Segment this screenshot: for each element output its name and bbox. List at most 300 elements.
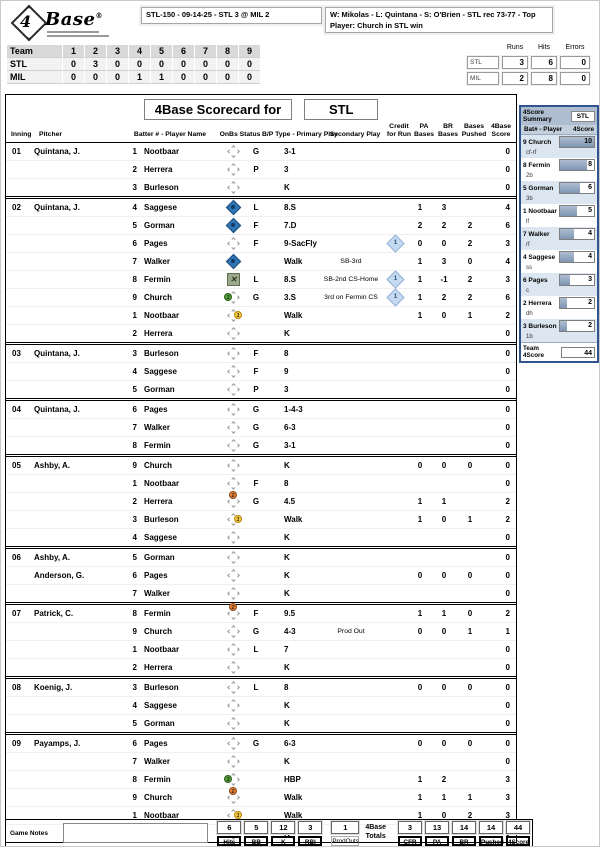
batter-number: 1 bbox=[132, 146, 137, 156]
bip-type bbox=[248, 567, 264, 584]
stat-box-hits bbox=[217, 821, 241, 846]
br-bases: 2 bbox=[441, 292, 447, 302]
batter-number: 5 bbox=[132, 552, 137, 562]
summary-score-bar bbox=[560, 275, 570, 285]
linescore-header-inning: 5 bbox=[151, 45, 173, 58]
onbs-status-cell bbox=[218, 457, 248, 474]
inning-section bbox=[6, 398, 516, 454]
summary-score-bar bbox=[560, 160, 587, 170]
bip-type: F bbox=[253, 478, 259, 488]
scorecard-team-select[interactable]: STL bbox=[304, 99, 378, 120]
batter-row bbox=[6, 529, 516, 546]
empty-diamond-icon bbox=[225, 437, 241, 453]
batter-name: Nootbaar bbox=[144, 644, 180, 654]
batter-name: Nootbaar bbox=[144, 310, 180, 320]
batter-number: 4 bbox=[132, 700, 137, 710]
onbs-status-cell bbox=[218, 641, 248, 658]
pitcher-name bbox=[34, 771, 122, 788]
onbs-status-cell bbox=[218, 623, 248, 640]
pa-bases: 1 bbox=[417, 514, 423, 524]
batter-name: Herrera bbox=[144, 496, 173, 506]
fourbase-score: 0 bbox=[505, 588, 510, 598]
linescore-table bbox=[7, 45, 261, 84]
pa-bases: 1 bbox=[417, 202, 423, 212]
app-logo bbox=[9, 4, 134, 40]
stat-value: 12 bbox=[271, 821, 295, 834]
secondary-play bbox=[320, 475, 382, 492]
br-bases: 1 bbox=[441, 608, 447, 618]
onbs-status-cell bbox=[218, 271, 248, 288]
bases-pushed: 0 bbox=[467, 256, 473, 266]
empty-diamond-icon bbox=[225, 401, 241, 417]
primary-play: 4-3 bbox=[284, 626, 296, 636]
batter-name: Herrera bbox=[144, 328, 173, 338]
summary-player-row bbox=[521, 296, 597, 319]
inning-number bbox=[6, 585, 34, 602]
batter-row bbox=[6, 161, 516, 179]
primary-play: K bbox=[284, 552, 290, 562]
linescore-header-inning: 4 bbox=[129, 45, 151, 58]
br-bases: -1 bbox=[440, 274, 448, 284]
bip-type bbox=[248, 307, 264, 324]
empty-diamond-icon bbox=[225, 623, 241, 639]
fourbase-score: 0 bbox=[505, 348, 510, 358]
pitcher-name: Payamps, J. bbox=[34, 738, 81, 748]
batter-row bbox=[6, 789, 516, 807]
inning-number bbox=[6, 529, 34, 546]
rhe-corner bbox=[467, 43, 499, 53]
batter-name: Gorman bbox=[144, 552, 175, 562]
inning-section bbox=[6, 342, 516, 398]
summary-score-box bbox=[559, 274, 595, 286]
bip-type bbox=[248, 715, 264, 732]
logo-registered-mark: ® bbox=[95, 11, 103, 20]
batter-row bbox=[6, 549, 516, 567]
inning-number: 04 bbox=[12, 404, 21, 414]
bases-pushed: 0 bbox=[467, 608, 473, 618]
empty-diamond-icon bbox=[225, 161, 241, 177]
pa-bases: 1 bbox=[417, 810, 423, 820]
primary-play: K bbox=[284, 328, 290, 338]
rhe-value: 8 bbox=[531, 72, 557, 85]
batter-row bbox=[6, 271, 516, 289]
br-bases: 0 bbox=[441, 310, 447, 320]
summary-score-box bbox=[559, 297, 595, 309]
br-bases bbox=[432, 143, 456, 160]
linescore-value: 0 bbox=[217, 58, 239, 71]
summary-score-value: 2 bbox=[588, 299, 592, 306]
inning-number bbox=[6, 753, 34, 770]
rhe-team: STL bbox=[467, 56, 499, 69]
scorecard-title: 4Base Scorecard for bbox=[144, 99, 292, 120]
primary-play: Walk bbox=[284, 792, 303, 802]
primary-play: 3 bbox=[284, 384, 289, 394]
linescore-value: 0 bbox=[195, 58, 217, 71]
totals-label-line1: 4Base bbox=[365, 824, 386, 832]
col-inning: Inning bbox=[11, 130, 32, 138]
credit-for-run-cell bbox=[382, 289, 408, 306]
batter-name: Gorman bbox=[144, 220, 175, 230]
bases-pushed: 2 bbox=[467, 274, 473, 284]
primary-play: 8 bbox=[284, 348, 289, 358]
primary-play: K bbox=[284, 700, 290, 710]
pitcher-name bbox=[34, 253, 122, 270]
run-scored-icon bbox=[225, 253, 241, 269]
pa-bases bbox=[408, 161, 432, 178]
run-scored-icon bbox=[225, 217, 241, 233]
credit-for-run-icon: 1 bbox=[386, 288, 404, 306]
summary-title: 4Score Summary bbox=[523, 109, 552, 123]
inning-number bbox=[6, 623, 34, 640]
pa-bases: 0 bbox=[417, 738, 423, 748]
pitcher-name bbox=[34, 363, 122, 380]
empty-diamond-icon bbox=[225, 143, 241, 159]
linescore-value: 0 bbox=[85, 71, 107, 84]
bip-type: G bbox=[252, 626, 260, 636]
batter-name: Burleson bbox=[144, 348, 179, 358]
bip-type: G bbox=[252, 440, 260, 450]
summary-player-name: 8 Fermin bbox=[523, 161, 551, 169]
primary-play: 3-1 bbox=[284, 146, 296, 156]
batter-row bbox=[6, 697, 516, 715]
credit-for-run-cell bbox=[382, 307, 408, 324]
summary-col-score: 4Score bbox=[572, 126, 594, 133]
stat-box-pa bbox=[425, 821, 449, 846]
pitcher-name bbox=[34, 753, 122, 770]
secondary-play: Prod Out bbox=[337, 627, 365, 635]
bip-type: P bbox=[253, 384, 259, 394]
summary-player-name: 5 Gorman bbox=[523, 184, 554, 192]
batter-name: Walker bbox=[144, 756, 170, 766]
onbs-status-cell bbox=[218, 585, 248, 602]
pa-bases bbox=[408, 585, 432, 602]
pitcher-name: Ashby, A. bbox=[34, 552, 71, 562]
batter-row bbox=[6, 457, 516, 475]
bases-pushed bbox=[456, 437, 484, 454]
batter-row bbox=[6, 179, 516, 196]
br-bases bbox=[432, 419, 456, 436]
br-bases: 0 bbox=[441, 626, 447, 636]
pitcher-name bbox=[34, 475, 122, 492]
fourbase-score: 0 bbox=[505, 718, 510, 728]
credit-for-run-cell bbox=[382, 789, 408, 806]
bases-pushed bbox=[456, 325, 484, 342]
batter-row bbox=[6, 253, 516, 271]
pa-bases bbox=[408, 143, 432, 160]
summary-score-box bbox=[559, 320, 595, 332]
br-bases: 0 bbox=[441, 682, 447, 692]
credit-for-run-cell bbox=[382, 363, 408, 380]
bip-type bbox=[248, 697, 264, 714]
col-pa-bases: PA Bases bbox=[413, 123, 435, 138]
pa-bases: 0 bbox=[417, 626, 423, 636]
credit-for-run-cell bbox=[382, 437, 408, 454]
summary-total-row bbox=[521, 342, 597, 361]
onbs-status-cell bbox=[218, 235, 248, 252]
summary-rows bbox=[521, 135, 597, 342]
batter-number: 9 bbox=[132, 292, 137, 302]
batter-row bbox=[6, 437, 516, 454]
br-bases bbox=[432, 401, 456, 418]
summary-score-value: 10 bbox=[584, 138, 592, 145]
summary-player-row bbox=[521, 158, 597, 181]
rhe-header: Hits bbox=[537, 44, 551, 51]
batter-row bbox=[6, 679, 516, 697]
bases-pushed bbox=[456, 419, 484, 436]
pa-bases bbox=[408, 715, 432, 732]
batter-name: Walker bbox=[144, 588, 170, 598]
bases-pushed: 2 bbox=[467, 220, 473, 230]
bip-type bbox=[248, 511, 264, 528]
secondary-play: 3rd on Fermin CS bbox=[324, 293, 378, 301]
bases-pushed bbox=[456, 771, 484, 788]
summary-player-position: c bbox=[526, 288, 529, 294]
onbs-status-cell bbox=[218, 679, 248, 696]
pa-bases bbox=[408, 325, 432, 342]
scorecard-title-row bbox=[6, 95, 516, 122]
bip-type: G bbox=[252, 738, 260, 748]
fourbase-score: 0 bbox=[505, 384, 510, 394]
onbs-status-cell bbox=[218, 475, 248, 492]
credit-for-run-cell bbox=[382, 679, 408, 696]
br-bases: 0 bbox=[441, 460, 447, 470]
credit-for-run-cell bbox=[382, 325, 408, 342]
pitcher-name bbox=[34, 511, 122, 528]
scorecard-body bbox=[6, 142, 516, 842]
empty-diamond-icon bbox=[225, 419, 241, 435]
run-scored-icon bbox=[225, 199, 241, 215]
inning-number: 01 bbox=[12, 146, 21, 156]
col-batter: Batter # - Player Name bbox=[133, 130, 207, 138]
fourbase-score: 4 bbox=[505, 202, 510, 212]
bases-pushed: 0 bbox=[467, 682, 473, 692]
stat-label: ProdOuts bbox=[332, 837, 359, 845]
bases-pushed bbox=[456, 199, 484, 216]
primary-play: 9-SacFly bbox=[284, 238, 317, 248]
inning-number bbox=[6, 659, 34, 676]
empty-diamond-icon bbox=[225, 475, 241, 491]
br-bases: 1 bbox=[441, 496, 447, 506]
bases-pushed bbox=[456, 179, 484, 196]
bases-pushed bbox=[456, 345, 484, 362]
stat-label: PA bbox=[425, 836, 449, 846]
summary-player-position: lf bbox=[526, 219, 529, 225]
br-bases bbox=[432, 697, 456, 714]
credit-for-run-cell bbox=[382, 623, 408, 640]
batter-number: 2 bbox=[132, 662, 137, 672]
batter-row bbox=[6, 217, 516, 235]
batter-number: 8 bbox=[132, 440, 137, 450]
batter-number: 4 bbox=[132, 532, 137, 542]
inning-number bbox=[6, 789, 34, 806]
credit-for-run-cell bbox=[382, 493, 408, 510]
pitcher-name bbox=[34, 179, 122, 196]
br-bases: 0 bbox=[441, 810, 447, 820]
batter-name: Church bbox=[144, 626, 172, 636]
stat-value: 3 bbox=[298, 821, 322, 834]
pa-bases: 1 bbox=[417, 292, 423, 302]
rhe-value: 0 bbox=[560, 56, 590, 69]
stat-box-prodouts bbox=[331, 821, 359, 846]
bases-pushed bbox=[456, 585, 484, 602]
credit-for-run-cell bbox=[382, 735, 408, 752]
fourbase-score: 0 bbox=[505, 570, 510, 580]
totals-label bbox=[365, 824, 386, 842]
fourbase-score: 0 bbox=[505, 164, 510, 174]
br-bases bbox=[432, 437, 456, 454]
summary-score-value: 4 bbox=[588, 230, 592, 237]
pitcher-name: Quintana, J. bbox=[34, 348, 80, 358]
credit-for-run-cell bbox=[382, 549, 408, 566]
inning-number bbox=[6, 289, 34, 306]
pa-bases bbox=[408, 549, 432, 566]
onbs-status-cell bbox=[218, 697, 248, 714]
inning-number bbox=[6, 217, 34, 234]
br-bases bbox=[432, 659, 456, 676]
summary-score-bar bbox=[560, 183, 580, 193]
onbs-status-cell bbox=[218, 345, 248, 362]
linescore-value: 0 bbox=[129, 58, 151, 71]
stat-label: K bbox=[271, 836, 295, 846]
fourbase-score: 2 bbox=[505, 310, 510, 320]
pa-bases: 0 bbox=[417, 682, 423, 692]
linescore-team: STL bbox=[7, 58, 63, 71]
fourbase-score: 0 bbox=[505, 682, 510, 692]
batter-name: Nootbaar bbox=[144, 810, 180, 820]
pitcher-name bbox=[34, 307, 122, 324]
col-bases-pushed: Bases Pushed bbox=[461, 123, 487, 138]
summary-score-box bbox=[559, 182, 595, 194]
inning-section bbox=[6, 676, 516, 732]
linescore-team: MIL bbox=[7, 71, 63, 84]
credit-for-run-cell bbox=[382, 381, 408, 398]
fourbase-score: 2 bbox=[505, 608, 510, 618]
summary-player-row bbox=[521, 181, 597, 204]
secondary-play bbox=[320, 381, 382, 398]
primary-play: K bbox=[284, 588, 290, 598]
inning-number bbox=[6, 419, 34, 436]
inning-number bbox=[6, 511, 34, 528]
primary-play: 6-3 bbox=[284, 738, 296, 748]
bip-type: G bbox=[252, 146, 260, 156]
bip-type: G bbox=[252, 422, 260, 432]
summary-player-name: 4 Saggese bbox=[523, 253, 556, 261]
summary-score-bar bbox=[560, 321, 567, 331]
bases-pushed bbox=[456, 641, 484, 658]
batter-number: 3 bbox=[132, 682, 137, 692]
onbs-status-cell bbox=[218, 659, 248, 676]
runs-hits-errors-table bbox=[467, 43, 590, 85]
bases-pushed: 0 bbox=[467, 570, 473, 580]
batter-name: Pages bbox=[144, 570, 168, 580]
pitcher-name bbox=[34, 271, 122, 288]
batting-totals-group bbox=[217, 821, 322, 846]
credit-for-run-cell bbox=[382, 179, 408, 196]
bip-type: G bbox=[252, 404, 260, 414]
inning-number: 06 bbox=[12, 552, 21, 562]
rhe-value: 3 bbox=[502, 56, 528, 69]
bases-pushed bbox=[456, 697, 484, 714]
batter-number: 1 bbox=[132, 810, 137, 820]
batter-number: 8 bbox=[132, 608, 137, 618]
fourbase-score: 0 bbox=[505, 404, 510, 414]
secondary-play bbox=[320, 753, 382, 770]
inning-number bbox=[6, 363, 34, 380]
summary-player-name: 1 Nootbaar bbox=[523, 207, 557, 215]
bip-type: L bbox=[253, 202, 259, 212]
prodouts-group bbox=[331, 821, 359, 846]
secondary-play bbox=[320, 771, 382, 788]
onbs-status-cell bbox=[218, 735, 248, 752]
fourbase-score: 0 bbox=[505, 422, 510, 432]
linescore-header-inning: 8 bbox=[217, 45, 239, 58]
inning-number bbox=[6, 381, 34, 398]
br-bases bbox=[432, 753, 456, 770]
batter-name: Saggese bbox=[144, 366, 177, 376]
secondary-play bbox=[320, 363, 382, 380]
bip-type: F bbox=[253, 348, 259, 358]
pitcher-name bbox=[34, 715, 122, 732]
secondary-play bbox=[320, 307, 382, 324]
batter-row bbox=[6, 567, 516, 585]
inning-number: 08 bbox=[12, 682, 21, 692]
empty-diamond-icon bbox=[225, 457, 241, 473]
summary-score-value: 6 bbox=[588, 184, 592, 191]
primary-play: 6-3 bbox=[284, 422, 296, 432]
pitcher-name bbox=[34, 437, 122, 454]
stat-box-cfr bbox=[398, 821, 422, 846]
linescore-value: 0 bbox=[63, 58, 85, 71]
bases-pushed: 2 bbox=[467, 810, 473, 820]
stat-value: 1 bbox=[331, 821, 359, 834]
secondary-play bbox=[320, 325, 382, 342]
inning-number bbox=[6, 697, 34, 714]
linescore-value: 0 bbox=[195, 71, 217, 84]
pa-bases: 0 bbox=[417, 460, 423, 470]
fourbase-score: 0 bbox=[505, 146, 510, 156]
batter-row bbox=[6, 511, 516, 529]
credit-for-run-icon: 1 bbox=[386, 270, 404, 288]
bases-pushed: 0 bbox=[467, 738, 473, 748]
br-bases bbox=[432, 179, 456, 196]
summary-score-value: 2 bbox=[588, 322, 592, 329]
linescore-header-inning: 2 bbox=[85, 45, 107, 58]
batter-name: Fermin bbox=[144, 608, 171, 618]
on-second-base-icon: 2 bbox=[225, 493, 241, 509]
linescore-header-inning: 1 bbox=[63, 45, 85, 58]
br-bases: 0 bbox=[441, 514, 447, 524]
credit-for-run-cell bbox=[382, 161, 408, 178]
br-bases: 0 bbox=[441, 738, 447, 748]
br-bases bbox=[432, 381, 456, 398]
batter-number: 1 bbox=[132, 478, 137, 488]
summary-team-select[interactable]: STL bbox=[571, 111, 595, 122]
pitcher-name bbox=[34, 381, 122, 398]
col-credit-for-run: Credit for Run bbox=[386, 123, 412, 138]
pitcher-name: Anderson, G. bbox=[34, 570, 85, 580]
rhe-team: MIL bbox=[467, 72, 499, 85]
pitcher-name bbox=[34, 529, 122, 546]
fourbase-score: 0 bbox=[505, 366, 510, 376]
bases-pushed: 1 bbox=[467, 514, 473, 524]
batter-number: 9 bbox=[132, 460, 137, 470]
inning-section bbox=[6, 602, 516, 676]
secondary-play bbox=[320, 437, 382, 454]
bases-pushed bbox=[456, 549, 484, 566]
game-notes-input[interactable] bbox=[63, 823, 208, 843]
rhe-value: 6 bbox=[531, 56, 557, 69]
stat-value: 44 bbox=[506, 821, 530, 834]
